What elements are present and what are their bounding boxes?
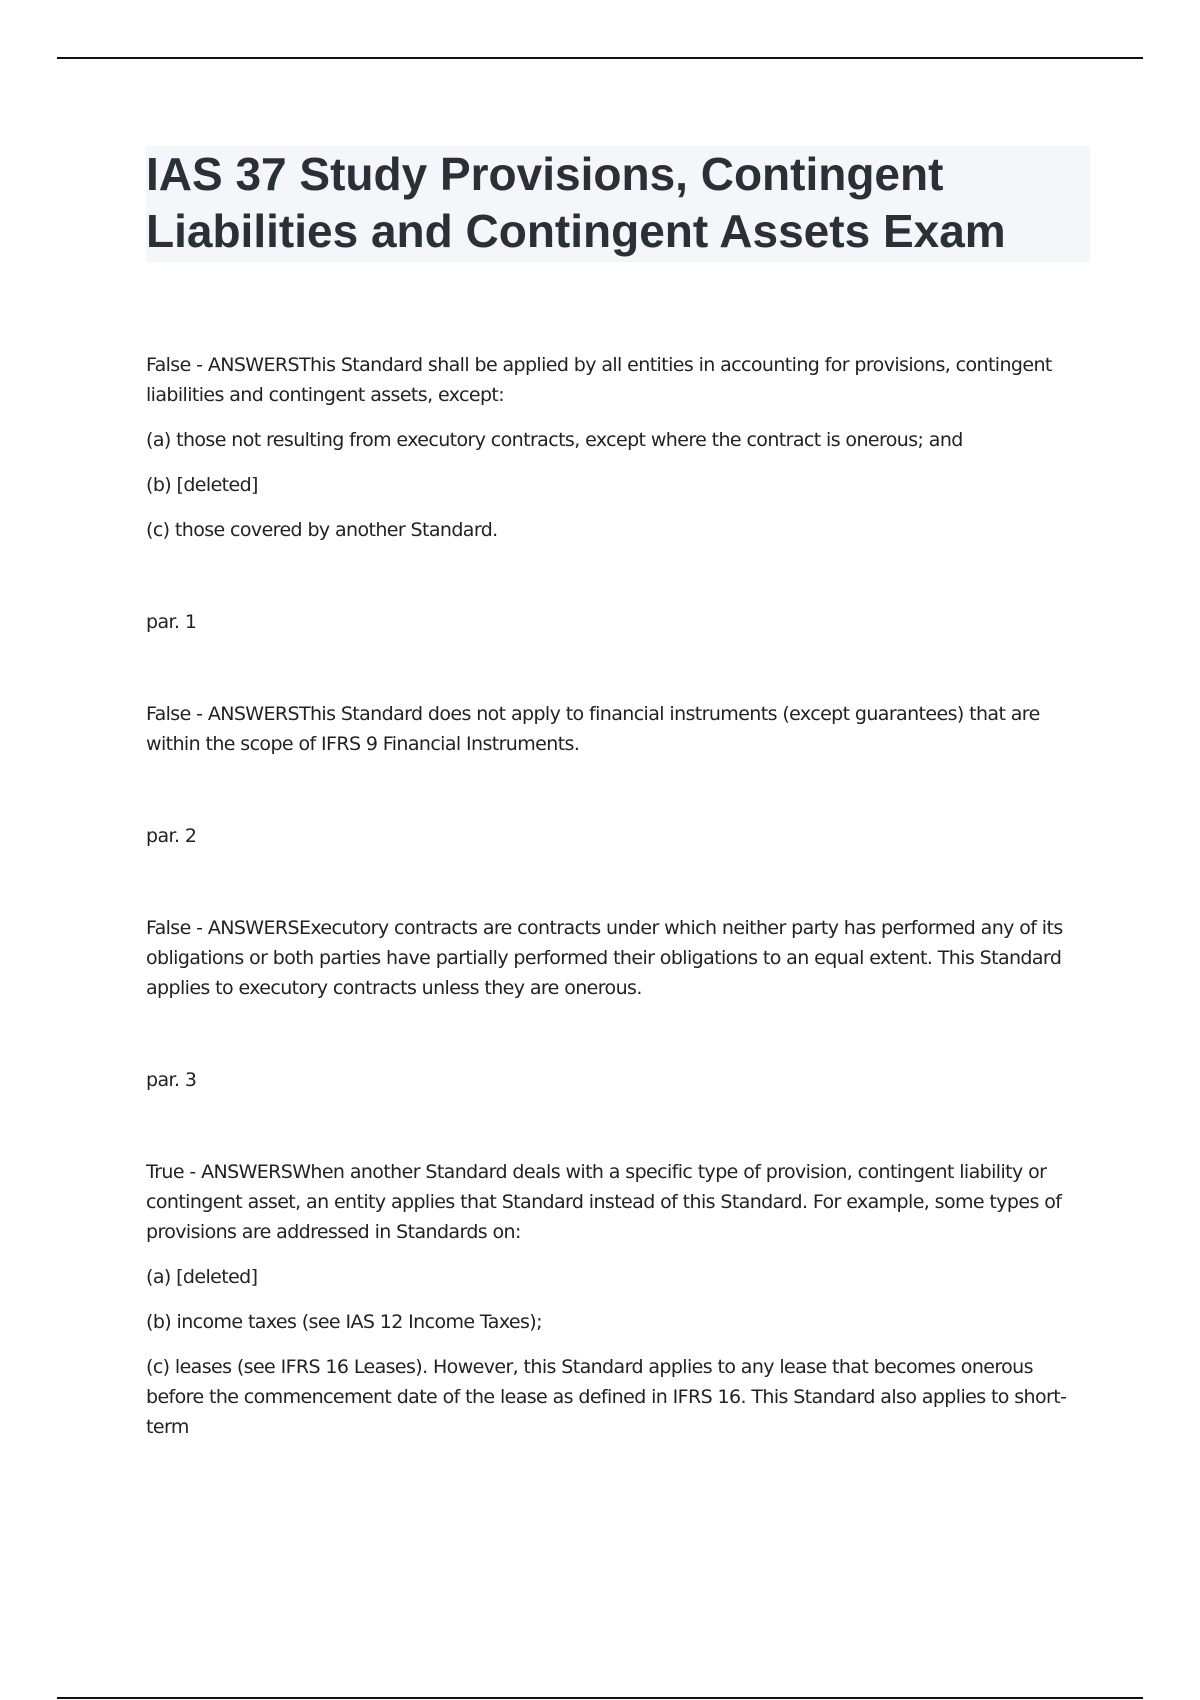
answer-paragraph: False - ANSWERSExecutory contracts are contracts under which neither party has performed any of its obligations or both parties have partially performed their obligations to an equal extent. This Standard applies to executory contracts unless they are onerous.: [146, 917, 1063, 999]
answer-paragraph: (a) [deleted]: [146, 1266, 258, 1288]
qa-item: [146, 350, 1090, 637]
answer-paragraph: True - ANSWERSWhen another Standard deals with a specific type of provision, contingent liability or contingent asset, an entity applies that Standard instead of this Standard. For example, some types of provisions are addressed in Standards on:: [146, 1161, 1062, 1243]
paragraph-reference: par. 1: [146, 611, 197, 633]
top-rule: [57, 57, 1143, 59]
document-title: IAS 37 Study Provisions, Contingent Liabilities and Contingent Assets Exam: [146, 148, 1006, 257]
answer-paragraph: False - ANSWERSThis Standard does not apply to financial instruments (except guarantees) that are within the scope of IFRS 9 Financial Instruments.: [146, 703, 1040, 755]
answer-paragraph: (c) leases (see IFRS 16 Leases). However, this Standard applies to any lease that becomes onerous before the commencement date of the lease as defined in IFRS 16. This Standard also applies to short-term: [146, 1356, 1067, 1438]
title-block: [146, 146, 1090, 262]
qa-item: [146, 699, 1090, 851]
qa-item: [146, 1157, 1090, 1442]
paragraph-reference: par. 2: [146, 825, 197, 847]
answer-paragraph: (a) those not resulting from executory contracts, except where the contract is onerous; and: [146, 429, 963, 451]
answer-paragraph: False - ANSWERSThis Standard shall be applied by all entities in accounting for provisions, contingent liabilities and contingent assets, except:: [146, 354, 1052, 406]
document-body: [146, 146, 1090, 1457]
qa-item: [146, 913, 1090, 1095]
answer-paragraph: (b) [deleted]: [146, 474, 258, 496]
qa-list: [146, 350, 1090, 1442]
answer-paragraph: (c) those covered by another Standard.: [146, 519, 498, 541]
bottom-rule: [57, 1697, 1143, 1699]
paragraph-reference: par. 3: [146, 1069, 197, 1091]
answer-paragraph: (b) income taxes (see IAS 12 Income Taxes);: [146, 1311, 542, 1333]
